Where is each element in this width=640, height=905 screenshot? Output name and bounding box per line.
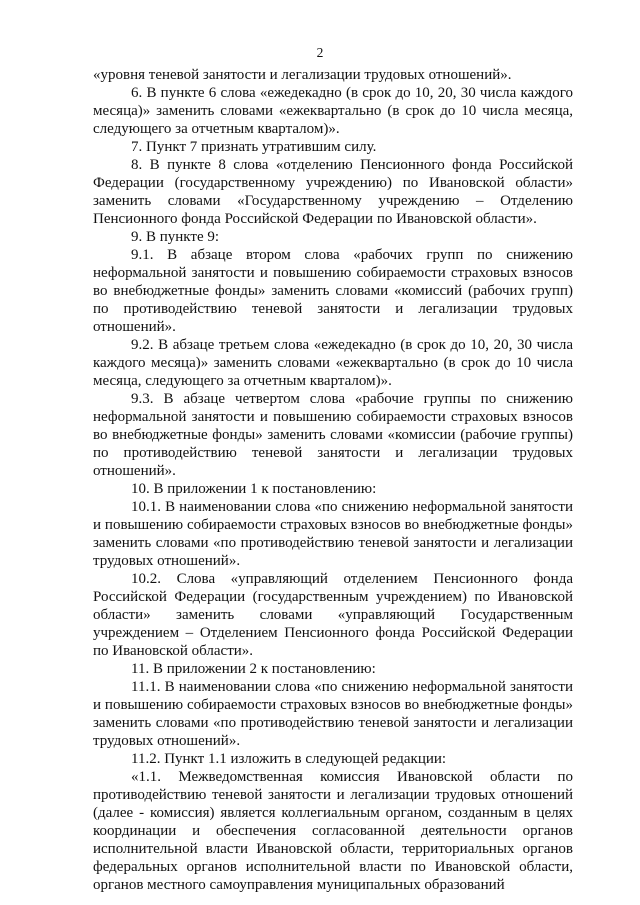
paragraph-item-9-2: 9.2. В абзаце третьем слова «ежедекадно (в срок до 10, 20, 30 числа каждого месяца)» заменить словами «ежеквартально (в срок до 10 числа месяца, следующего за отчетным кварталом)». <box>93 337 573 389</box>
paragraph-item-11-1: 11.1. В наименовании слова «по снижению неформальной занятости и повышению собираемости страховых взносов во внебюджетные фонды» заменить словами «по противодействию теневой занятости и легализации трудовых отношений». <box>93 679 573 749</box>
paragraph-item-9: 9. В пункте 9: <box>131 229 220 245</box>
paragraph-item-11: 11. В приложении 2 к постановлению: <box>131 661 376 677</box>
paragraph-item-11-2: 11.2. Пункт 1.1 изложить в следующей редакции: <box>131 751 447 767</box>
paragraph-item-10-2: 10.2. Слова «управляющий отделением Пенсионного фонда Российской Федерации (государственным учреждением) по Ивановской области» заменить словами «управляющий Государственным учреждением – Отделением Пенсионного фонда Российской Федерации по Ивановской области». <box>93 571 573 659</box>
paragraph-item-9-3: 9.3. В абзаце четвертом слова «рабочие группы по снижению неформальной занятости и повышению собираемости страховых взносов во внебюджетные фонды» заменить словами «комиссии (рабочие группы) по противодействию теневой занятости и легализации трудовых отношений». <box>93 391 573 479</box>
paragraph-item-1-1-quote: «1.1. Межведомственная комиссия Ивановской области по противодействию теневой занятости и легализации трудовых отношений (далее - комиссия) является коллегиальным органом, созданным в целях координации и обеспечения согласованной деятельности органов исполнительной власти Ивановской области, территориальных органов федеральных органов исполнительной власти по Ивановской области, органов местного самоуправления муниципальных образований <box>93 769 573 893</box>
paragraph-item-6: 6. В пункте 6 слова «ежедекадно (в срок до 10, 20, 30 числа каждого месяца)» заменить словами «ежеквартально (в срок до 10 числа месяца, следующего за отчетным кварталом)». <box>93 85 573 137</box>
paragraph-item-9-1: 9.1. В абзаце втором слова «рабочих групп по снижению неформальной занятости и повышению собираемости страховых взносов во внебюджетные фонды» заменить словами «комиссий (рабочих групп) по противодействию теневой занятости и легализации трудовых отношений». <box>93 247 573 335</box>
paragraph-item-10: 10. В приложении 1 к постановлению: <box>131 481 377 497</box>
paragraph-item-10-1: 10.1. В наименовании слова «по снижению неформальной занятости и повышению собираемости страховых взносов во внебюджетные фонды» заменить словами «по противодействию теневой занятости и легализации трудовых отношений». <box>93 499 573 569</box>
document-body <box>93 66 573 894</box>
page-number: 2 <box>316 45 324 60</box>
paragraph-continuation: «уровня теневой занятости и легализации трудовых отношений». <box>93 67 512 83</box>
paragraph-item-7: 7. Пункт 7 признать утратившим силу. <box>131 139 377 155</box>
paragraph-item-8: 8. В пункте 8 слова «отделению Пенсионного фонда Российской Федерации (государственному учреждению) по Ивановской области» заменить словами «Государственному учреждению – Отделению Пенсионного фонда Российской Федерации по Ивановской области». <box>93 157 573 227</box>
